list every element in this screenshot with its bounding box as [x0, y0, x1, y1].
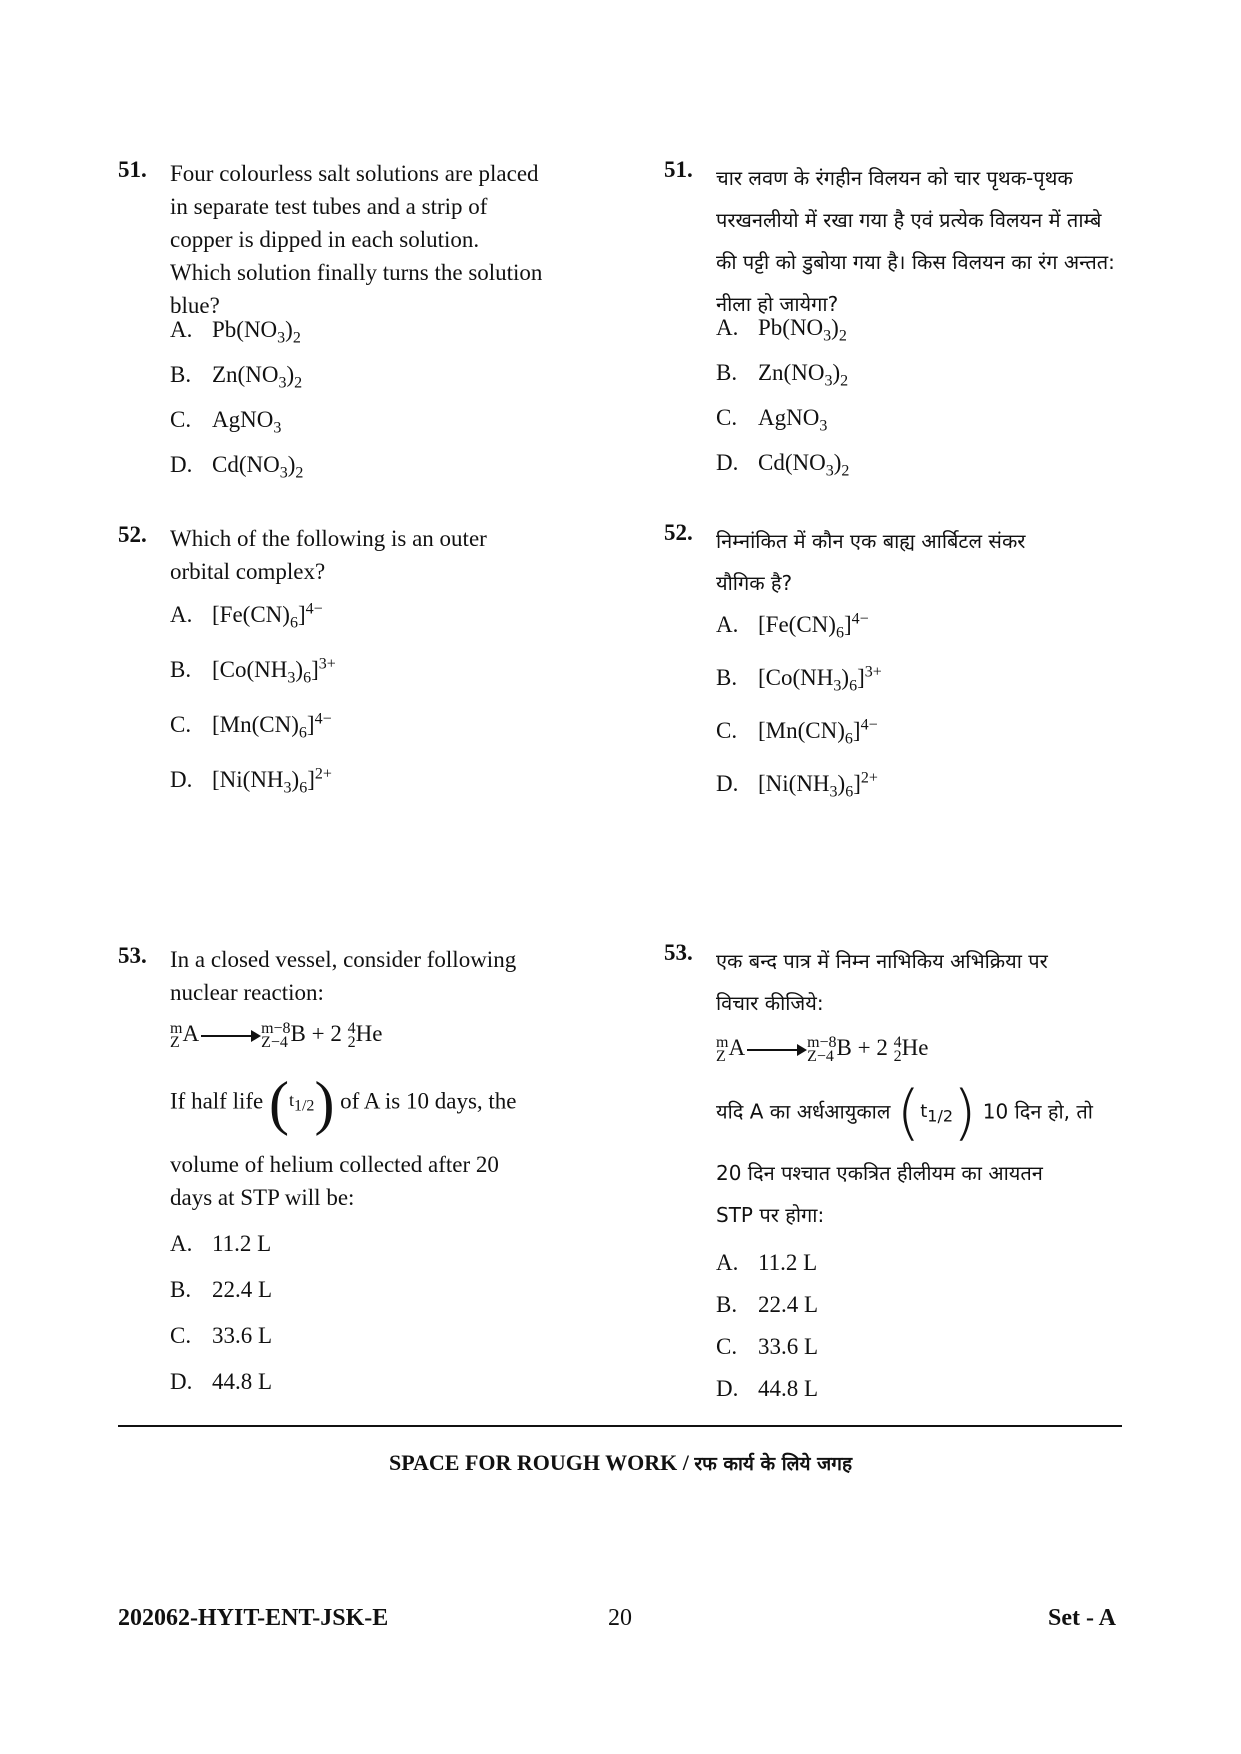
option-c — [716, 1334, 818, 1360]
option-text: $Pb(NO_3)_2$ — [212, 317, 301, 347]
option-label: A. — [170, 317, 193, 342]
nuclide-b: m−8 Z−4 — [261, 1019, 291, 1051]
rough-work-hindi: रफ कार्य के लिये जगह — [694, 1453, 853, 1475]
option-d — [170, 452, 303, 483]
divider-line — [118, 1425, 1122, 1427]
option-text: 33.6 L — [212, 1323, 273, 1348]
question-number: 51. — [664, 157, 693, 182]
rough-work-english: SPACE FOR ROUGH WORK / — [388, 1450, 689, 1475]
option-label: C. — [170, 1323, 192, 1348]
option-c — [716, 716, 878, 748]
option-label: B. — [170, 656, 192, 682]
option-text: 44.8 L — [212, 1369, 273, 1394]
half-life-post: 10 दिन हो, तो — [982, 1099, 1093, 1124]
question-51-en — [118, 157, 588, 482]
option-text: 22.4 L — [758, 1292, 819, 1317]
paren-right: ) — [953, 1078, 977, 1148]
nuclide-a: m Z — [170, 1019, 183, 1051]
option-c — [716, 405, 827, 436]
option-a — [170, 600, 323, 632]
option-label: B. — [170, 1277, 192, 1302]
nuclear-reaction: m Z A m−8 Z−4 B + 2 4 2He — [170, 1019, 383, 1051]
question-text-2: volume of helium collected after 20 days at STP will be: — [170, 1152, 499, 1210]
option-text: $[Fe(CN)_6]^{4-}$ — [212, 600, 323, 632]
option-label: B. — [716, 360, 738, 385]
option-a — [170, 317, 301, 348]
option-label: D. — [170, 1369, 193, 1394]
paren-left: ( — [268, 1070, 289, 1136]
option-c — [170, 1323, 272, 1349]
question-number: 52. — [118, 522, 147, 547]
option-text: $[Co(NH_3)_6]^{3+}$ — [758, 663, 882, 695]
option-label: A. — [170, 1231, 193, 1256]
option-text: 22.4 L — [212, 1277, 273, 1302]
question-53-hi — [664, 940, 1134, 1401]
option-text: $Pb(NO_3)_2$ — [758, 315, 847, 345]
option-b — [170, 362, 302, 393]
option-a — [170, 1231, 271, 1257]
option-d — [716, 1376, 818, 1402]
option-text: 11.2 L — [758, 1250, 818, 1275]
option-label: D. — [716, 450, 739, 475]
nuclide-a: m Z — [716, 1033, 729, 1065]
half-life-line — [170, 1070, 517, 1136]
question-number: 52. — [664, 520, 693, 545]
option-c — [170, 407, 281, 438]
question-number: 53. — [118, 943, 147, 968]
option-text: 44.8 L — [758, 1376, 819, 1401]
option-text: 11.2 L — [212, 1231, 272, 1256]
option-label: A. — [716, 1250, 739, 1275]
option-b — [170, 1277, 272, 1303]
question-text: Which of the following is an outer orbital complex? — [170, 526, 487, 584]
option-label: D. — [716, 770, 739, 796]
option-text: $[Mn(CN)_6]^{4-}$ — [758, 716, 878, 748]
option-label: B. — [170, 362, 192, 387]
rough-work-heading — [0, 1450, 1241, 1476]
option-label: D. — [170, 766, 193, 792]
nuclide-he: 4 2 — [347, 1019, 356, 1051]
option-text: $Cd(NO_3)_2$ — [758, 450, 850, 480]
half-life-symbol: $t_{1/2}$ — [920, 1100, 954, 1126]
option-d — [716, 450, 849, 481]
half-life-symbol: $t_{1/2}$ — [288, 1090, 315, 1115]
footer-code: 202062-HYIT-ENT-JSK-E — [118, 1605, 389, 1631]
option-label: C. — [170, 711, 192, 737]
paren-right: ) — [314, 1070, 335, 1136]
option-text: $[Fe(CN)_6]^{4-}$ — [758, 610, 869, 642]
question-number: 51. — [118, 157, 147, 182]
option-label: C. — [716, 1334, 738, 1359]
option-c — [170, 710, 332, 742]
option-label: C. — [716, 717, 738, 743]
page-number: 20 — [608, 1605, 632, 1631]
question-text: Four colourless salt solutions are placed in separate test tubes and a strip of copper is dipped in each solution. Which solution finally turns the solution blue? — [170, 161, 543, 318]
option-label: C. — [170, 407, 192, 432]
option-text: $Cd(NO_3)_2$ — [212, 452, 304, 482]
reaction-arrow — [747, 1049, 805, 1051]
option-b — [170, 655, 336, 687]
option-label: B. — [716, 1292, 738, 1317]
option-text: 33.6 L — [758, 1334, 819, 1359]
option-label: A. — [170, 601, 193, 627]
half-life-pre: If half life — [170, 1088, 264, 1114]
half-life-pre: यदि A का अर्धआयुकाल — [716, 1099, 891, 1124]
option-b — [716, 1292, 818, 1318]
option-text: $[Ni(NH_3)_6]^{2+}$ — [212, 765, 332, 797]
option-label: D. — [170, 452, 193, 477]
question-52-hi — [664, 520, 1134, 801]
paren-left: ( — [896, 1078, 921, 1148]
nuclide-b: m−8 Z−4 — [807, 1033, 837, 1065]
option-label: A. — [716, 611, 739, 637]
option-label: A. — [716, 315, 739, 340]
half-life-post: of A is 10 days, the — [340, 1088, 517, 1114]
option-text: $[Mn(CN)_6]^{4-}$ — [212, 710, 332, 742]
option-a — [716, 1250, 817, 1276]
question-52-en — [118, 522, 588, 797]
option-text: $[Ni(NH_3)_6]^{2+}$ — [758, 769, 878, 801]
option-text: AgNO$_3$ — [212, 407, 282, 437]
question-text: एक बन्द पात्र में निम्न नाभिकिय अभिक्रिया पर विचार कीजिये: — [716, 949, 1048, 1015]
nuclide-he: 4 2 — [893, 1033, 902, 1065]
question-53-en — [118, 943, 588, 1394]
option-a — [716, 610, 869, 642]
option-d — [716, 769, 878, 801]
option-text: AgNO$_3$ — [758, 405, 828, 435]
nuclear-reaction: m Z A m−8 Z−4 B + 2 4 2He — [716, 1033, 929, 1065]
option-a — [716, 315, 847, 346]
option-text: $Zn(NO_3)_2$ — [212, 362, 303, 392]
option-text: $[Co(NH_3)_6]^{3+}$ — [212, 655, 336, 687]
reaction-arrow — [201, 1035, 259, 1037]
set-label: Set - A — [1048, 1605, 1116, 1631]
option-label: B. — [716, 664, 738, 690]
question-text: In a closed vessel, consider following nuclear reaction: — [170, 947, 517, 1005]
option-label: C. — [716, 405, 738, 430]
option-text: $Zn(NO_3)_2$ — [758, 360, 849, 390]
question-text-2: 20 दिन पश्चात एकत्रित हीलीयम का आयतन STP पर होगा: — [716, 1161, 1043, 1227]
question-51-hi — [664, 157, 1134, 480]
option-b — [716, 663, 882, 695]
question-number: 53. — [664, 940, 693, 965]
option-label: D. — [716, 1376, 739, 1401]
option-b — [716, 360, 848, 391]
question-text: चार लवण के रंगहीन विलयन को चार पृथक-पृथक परखनलीयो में रखा गया है एवं प्रत्येक विलयन में ताम्बे की पट्टी को डुबोया गया है। किस विलयन का रंग अन्तत: नीला हो जायेगा? — [716, 166, 1115, 316]
option-d — [170, 765, 332, 797]
option-d — [170, 1369, 272, 1395]
question-text: निम्नांकित में कौन एक बाह्य आर्बिटल संकर यौगिक है? — [716, 529, 1026, 595]
half-life-line — [716, 1078, 1093, 1148]
